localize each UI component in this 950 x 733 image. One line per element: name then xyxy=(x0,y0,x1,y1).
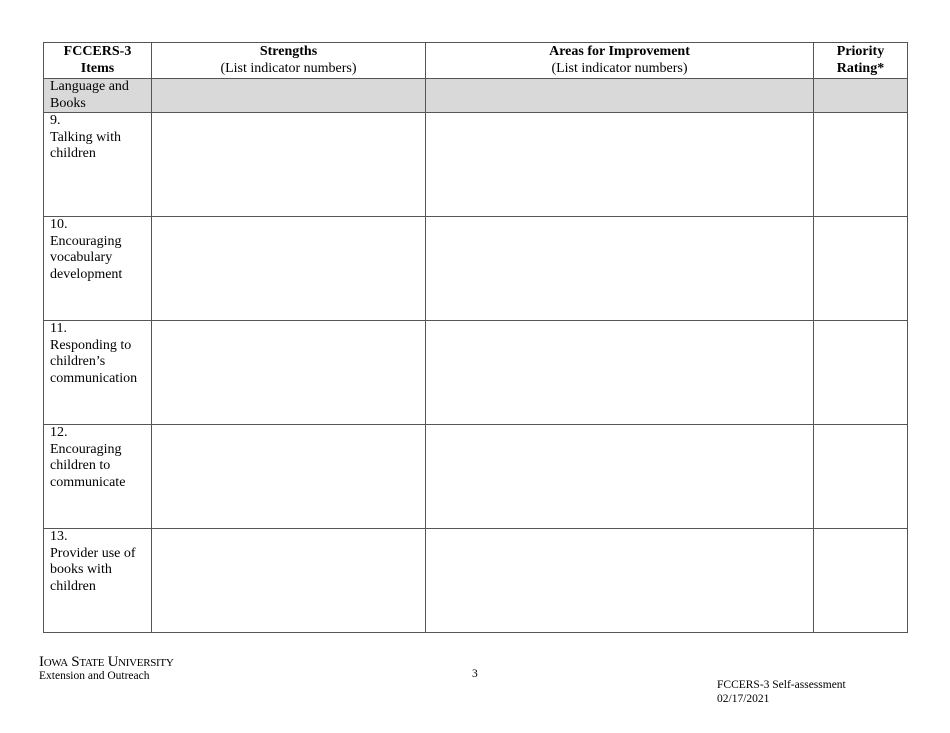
footer-doc-date: 02/17/2021 xyxy=(717,692,770,705)
item-number: 11. xyxy=(50,321,67,336)
item-text: Encouraging children to communicate xyxy=(50,441,126,490)
improvement-cell[interactable] xyxy=(426,425,814,529)
isu-logo xyxy=(39,655,173,683)
item-number: 9. xyxy=(50,113,61,128)
strengths-cell[interactable] xyxy=(152,321,426,425)
item-label xyxy=(44,529,152,633)
table-row xyxy=(44,113,908,217)
strengths-cell[interactable] xyxy=(152,529,426,633)
section-label: Language and Books xyxy=(44,79,152,113)
item-label xyxy=(44,425,152,529)
priority-cell[interactable] xyxy=(814,321,908,425)
item-text: Responding to children’s communication xyxy=(50,337,138,386)
improvement-cell[interactable] xyxy=(426,113,814,217)
table-row xyxy=(44,217,908,321)
item-text: Provider use of books with children xyxy=(50,545,136,594)
table-row xyxy=(44,529,908,633)
item-text: Encouraging vocabulary development xyxy=(50,233,123,282)
table-row xyxy=(44,425,908,529)
table-row xyxy=(44,321,908,425)
priority-cell[interactable] xyxy=(814,529,908,633)
improvement-cell[interactable] xyxy=(426,321,814,425)
strengths-cell[interactable] xyxy=(152,217,426,321)
section-row xyxy=(44,79,908,113)
strengths-cell[interactable] xyxy=(152,425,426,529)
header-strengths: Strengths (List indicator numbers) xyxy=(152,43,426,79)
item-label xyxy=(44,113,152,217)
header-areas-for-improvement: Areas for Improvement (List indicator numbers) xyxy=(426,43,814,79)
page-number: 3 xyxy=(472,668,478,680)
table-header-row xyxy=(44,43,908,79)
footer-doc-info xyxy=(717,679,846,706)
strengths-cell[interactable] xyxy=(152,113,426,217)
priority-cell[interactable] xyxy=(814,217,908,321)
header-items: FCCERS-3 Items xyxy=(44,43,152,79)
self-assessment-table xyxy=(43,42,908,633)
logo-extension-name: Extension and Outreach xyxy=(39,670,150,682)
item-number: 12. xyxy=(50,425,68,440)
logo-university-name: Iowa State University xyxy=(39,654,174,670)
header-priority-rating: Priority Rating* xyxy=(814,43,908,79)
item-label xyxy=(44,321,152,425)
improvement-cell[interactable] xyxy=(426,217,814,321)
item-label xyxy=(44,217,152,321)
improvement-cell[interactable] xyxy=(426,529,814,633)
priority-cell[interactable] xyxy=(814,113,908,217)
item-text: Talking with children xyxy=(50,129,121,161)
priority-cell[interactable] xyxy=(814,425,908,529)
item-number: 13. xyxy=(50,529,68,544)
footer-doc-title: FCCERS-3 Self-assessment xyxy=(717,679,846,691)
item-number: 10. xyxy=(50,217,68,232)
